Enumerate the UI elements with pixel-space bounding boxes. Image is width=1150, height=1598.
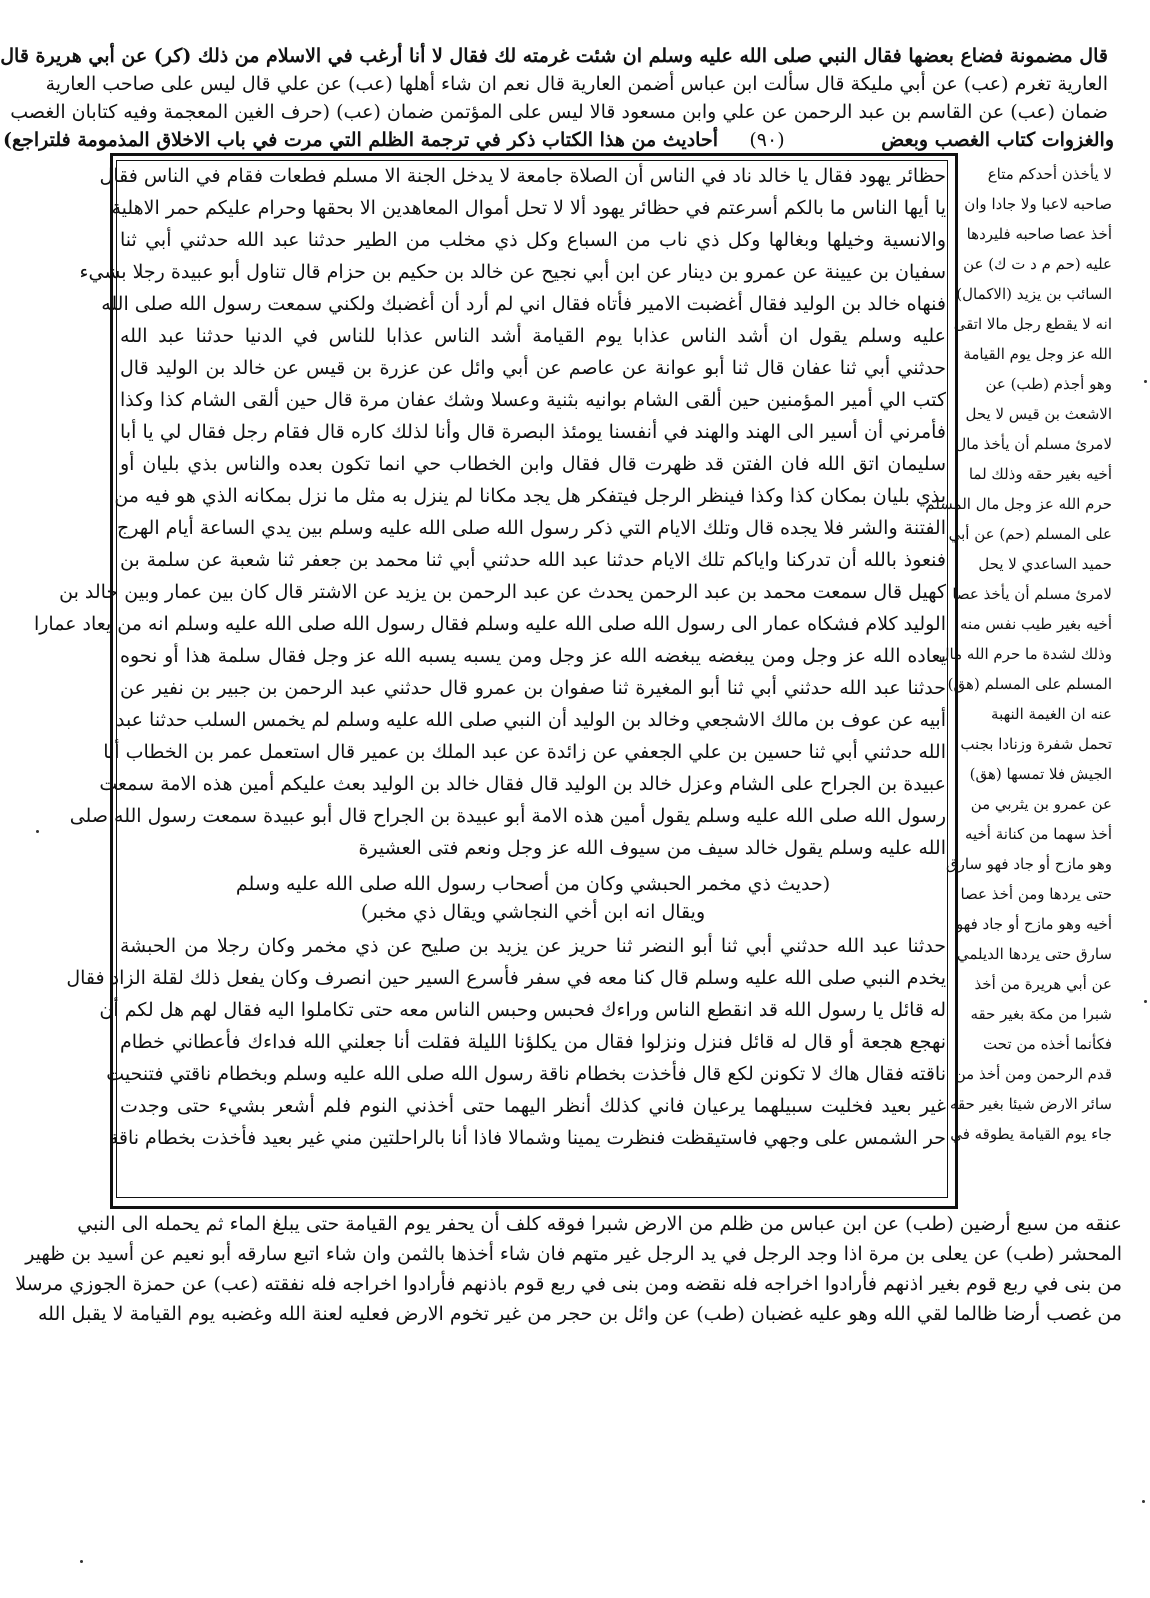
main-text-line: فأمرني أن أسير الى الهند والهند في أنفسنا يومئذ البصرة قال وأنا لذلك كاره قال فقام رجل فقال لي يا أبا [120,421,946,443]
side-text-line: لامرئ مسلم أن يأخذ عصا [952,585,1112,603]
side-text-line: أخيه وهو مازح أو جاد فهو [955,915,1112,933]
side-text-line: الجيش فلا تمسها (هق) [969,765,1112,783]
main-text-line: حظائر يهود فقال يا خالد ناد في الناس أن الصلاة جامعة لا يدخل الجنة الا مسلم فطعات فقام في الناس فقال [99,165,946,187]
scan-speck [1144,1000,1147,1003]
side-text-line: حتى يردها ومن أخذ عصا [960,885,1112,903]
side-text-line: سارق حتى يردها الديلمي [956,945,1112,963]
main-text-line: يا أيها الناس ما بالكم أسرعتم في حظائر يهود ألا لا تحل أموال المعاهدين الا بحقها وحرام عليكم حمر الاهلية [111,197,946,219]
side-text-line: الله عز وجل يوم القيامة [963,345,1112,363]
main-text-line: والانسية وخيلها وبغالها وكل ذي ناب من السباع وكل ذي مخلب من الطير حدثنا عبد الله حدثني أبي ثنا [120,229,946,251]
side-text-line: أخذ عصا صاحبه فليردها [966,225,1112,243]
bottom-line: المحشر (طب) عن يعلى بن مرة اذا وجد الرجل في يد الرجل غير متهم فان شاء أخذها بالثمن وان شاء اتبع سارقه أبو نعيم عن أسيد بن ظهير [25,1243,1122,1265]
side-text-line: عنه ان الغيمة النهبة [991,705,1112,723]
side-text-line: حميد الساعدي لا يحل [978,555,1112,573]
main-text-line: الوليد كلام فشكاه عمار الى رسول الله صلى الله عليه وسلم فقال رسول الله صلى الله عليه وسلم انه من يعاد عمارا [33,613,946,635]
side-text-line: صاحبه لاعبا ولا جادا وان [964,195,1112,213]
side-text-line: المسلم على المسلم (هق) [947,675,1112,693]
side-text-line: حرم الله عز وجل مال المسلم [925,495,1112,513]
top-line: العارية تغرم (عب) عن أبي مليكة قال سألت ابن عباس أضمن العارية قال نعم ان شاء أهلها (عب) عن علي قال ليس على صاحب العارية [45,73,1108,95]
main-text-line: عبيدة بن الجراح على الشام وعزل خالد بن الوليد قال فقال خالد بن الوليد بعث عليكم أمين هذه الامة سمعت [99,773,946,795]
main-text-line: يعاده الله عز وجل ومن يبغضه يبغضه الله عز وجل ومن يسبه يسبه الله عز وجل فقال سلمة هذا أو نحوه [120,645,946,667]
main-text-line: حدثنا عبد الله حدثني أبي ثنا أبو المغيرة ثنا صفوان بن عمرو قال حدثني عبد الرحمن بن جبير بن نفير عن [120,677,946,699]
main-text-line: كتب الي أمير المؤمنين حين ألقى الشام بوانيه بثنية وعسلا وشك عفان مرة قال حين ألقى الشام كذا وكذا [120,389,946,411]
main-text-line: يخدم النبي صلى الله عليه وسلم قال كنا معه في سفر فأسرع السير حين انصرف وكان يفعل ذلك لقلة الزاد فقال [66,967,946,989]
chapter-heading: ويقال انه ابن أخي النجاشي ويقال ذي مخبر) [360,901,706,923]
side-text-line: أخيه بغير حقه وذلك لما [968,465,1112,483]
bottom-line: من غصب أرضا ظالما لقي الله وهو عليه غضبان (طب) عن وائل بن حجر من غير تخوم الارض فعليه لعنة الله وغضبه يوم القيامة لا يقبل الله [37,1303,1122,1325]
side-text-line: الاشعث بن قيس لا يحل [965,405,1112,423]
side-text-line: تحمل شفرة وزنادا بجنب [960,735,1112,753]
side-text-line: وهو أجذم (طب) عن [985,375,1112,393]
main-text-line: الله حدثني أبي ثنا حسين بن علي الجعفي عن زائدة عن عبد الملك بن عمير قال استعمل عمر بن الخطاب أبا [103,741,946,763]
main-text-line: كهيل قال سمعت محمد بن عبد الرحمن يحدث عن عبد الرحمن بن يزيد عن الاشتر قال كان بين عمار وبين خالد بن [59,581,946,603]
scan-speck [1142,1500,1145,1503]
main-text-line: حدثنا عبد الله حدثني أبي ثنا أبو النضر ثنا حريز عن يزيد بن صليح عن ذي مخمر وكان رجلا من الحبشة [120,935,946,957]
side-text-line: وهو مازح أو جاد فهو سارق [945,855,1112,873]
main-text-line: الفتنة والشر فلا يجده قال وتلك الايام التي ذكر رسول الله صلى الله عليه وسلم بين يدي الساعة أيام الهرج [117,517,946,539]
main-text-line: حر الشمس على وجهي فاستيقظت فنظرت يمينا وشمالا فاذا أنا بالراحلتين مني غير بعيد فأخذت بخطام ناقة [108,1127,946,1149]
main-text-line: بذي بليان بمكان كذا وكذا فينظر الرجل فيتفكر هل يجد مكانا لم ينزل به مثل ما نزل بمكانه الذي هو فيه من [114,485,946,507]
main-text-line: أبيه عن عوف بن مالك الاشجعي وخالد بن الوليد أن النبي صلى الله عليه وسلم لم يخمس السلب حدثنا عبد [115,709,946,731]
section-note-start: والغزوات كتاب الغصب وبعض [881,129,1114,151]
main-text-line: له قائل يا رسول الله قد انقطع الناس وراءك فحبس وحبس الناس معه حتى تكاملوا اليه فقال لهم هل لكم أن [99,999,946,1021]
bottom-line: من بنى في ربع قوم بغير اذنهم فأرادوا اخراجه فله نقضه ومن بنى في ربع قوم باذنهم فأرادوا اخراجه فله نفقته (عب) عن حمزة الجوزي مرسلا [15,1273,1122,1295]
scan-speck [80,1560,83,1563]
side-text-line: أخذ سهما من كنانة أخيه [964,825,1112,843]
main-text-line: رسول الله صلى الله عليه وسلم يقول أمين هذه الامة أبو عبيدة بن الجراح قال أبو عبيدة سمعت رسول الله صلى [69,805,946,827]
top-line: ضمان (عب) عن القاسم بن عبد الرحمن عن علي وابن مسعود قالا ليس على المؤتمن ضمان (عب) (حرف الغين المعجمة وفيه كتابان الغصب [10,101,1108,123]
scan-speck [36,830,39,833]
side-text-line: عن أبي هريرة من أخذ [974,975,1112,993]
main-text-line: فنهاه خالد بن الوليد فقال أغضبت الامير فأتاه فقال اني لم أرد أن أغضبك ولكني سمعت رسول الله صلى الله [101,293,946,315]
main-text-line: غير بعيد فخليت سبيلهما يرعيان فاني كذلك أنظر اليهما حتى أخذني النوم فلم أشعر بشيء حتى وجدت [120,1095,946,1117]
side-text-line: السائب بن يزيد (الاكمال) [956,285,1112,303]
side-text-line: أخيه بغير طيب نفس منه [960,615,1112,633]
scan-speck [1144,380,1147,383]
side-text-line: لامرئ مسلم أن يأخذ مال [955,435,1112,453]
chapter-heading: (حديث ذي مخمر الحبشي وكان من أصحاب رسول الله صلى الله عليه وسلم [235,873,831,895]
side-text-line: فكأنما أخذه من تحت [983,1035,1112,1053]
main-text-line: ناقته فقال هاك لا تكونن لكع قال فأخذت بخطام ناقة رسول الله صلى الله عليه وسلم وبخطام ناقتي فتنحيت [106,1063,946,1085]
page-number: (٩٠) [749,129,785,151]
side-text-line: عليه (حم م د ت ك) عن [963,255,1112,273]
main-text-line: حدثني أبي ثنا عفان قال ثنا أبو عوانة عن عاصم عن أبي وائل عن عزرة بن قيس عن خالد بن الوليد قال [120,357,946,379]
bottom-line: عنقه من سبع أرضين (طب) عن ابن عباس من ظلم من الارض شبرا فوقه كلف أن يحفر يوم القيامة حتى يبلغ الماء ثم يحمله الى النبي [77,1213,1122,1235]
side-text-line: وذلك لشدة ما حرم الله مال [938,645,1112,663]
side-text-line: على المسلم (حم) عن أبي [948,525,1112,543]
main-text-line: فنعوذ بالله أن تدركنا واياكم تلك الايام حدثنا عبد الله حدثني أبي ثنا محمد بن جعفر ثنا شعبة عن سلمة بن [120,549,946,571]
main-text-line: سفيان بن عيينة عن عمرو بن دينار عن ابن أبي نجيح عن خالد بن حكيم بن حزام قال تناول أبو عبيدة رجلا بشيء [79,261,946,283]
side-text-line: انه لا يقطع رجل مالا اتقى [953,315,1112,333]
side-text-line: لا يأخذن أحدكم متاع [987,165,1112,183]
side-text-line: سائر الارض شيئا بغير حقه [949,1095,1112,1113]
main-text-line: عليه وسلم يقول ان أشد الناس عذابا يوم القيامة أشد الناس عذابا للناس في الدنيا حدثنا عبد الله [120,325,946,347]
side-text-line: عن عمرو بن يثربي من [970,795,1112,813]
main-text-line: نهجع هجعة أو قال له قائل فنزل ونزلوا فقال من يكلؤنا الليلة فقلت أنا جعلني الله فداءك فأعطاني خطام [120,1031,946,1053]
section-note-end: أحاديث من هذا الكتاب ذكر في ترجمة الظلم التي مرت في باب الاخلاق المذمومة فلتراجع) [3,129,718,151]
side-text-line: شبرا من مكة بغير حقه [970,1005,1112,1023]
main-text-line: سليمان اتق الله فان الفتن قد ظهرت قال فقال وابن الخطاب حي انما تكون بعده والناس بذي بليان أو [120,453,946,475]
side-text-line: جاء يوم القيامة يطوقه في [950,1125,1112,1143]
top-line: قال مضمونة فضاع بعضها فقال النبي صلى الله عليه وسلم ان شئت غرمته لك فقال لا أنا أرغب في الاسلام من ذلك (كر) عن أبي هريرة قال [0,45,1108,67]
main-text-line-end: الله عليه وسلم يقول خالد سيف من سيوف الله عز وجل ونعم فتى العشيرة [358,837,946,859]
side-text-line: قدم الرحمن ومن أخذ من [954,1065,1112,1083]
